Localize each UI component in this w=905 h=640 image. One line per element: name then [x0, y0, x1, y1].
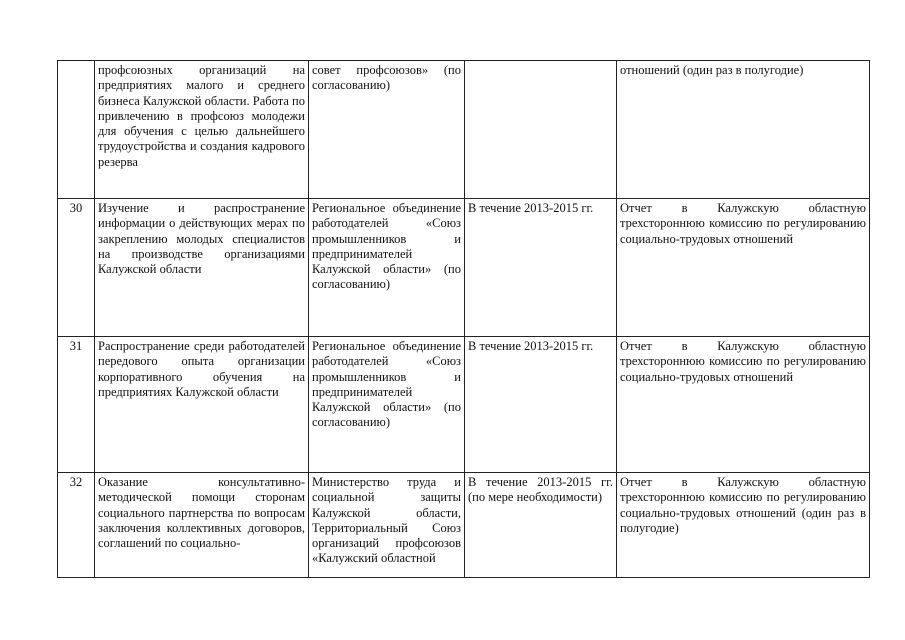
executor-cell: совет профсоюзов» (по согласованию) — [309, 61, 465, 199]
row-number: 31 — [58, 337, 95, 473]
activity-cell: Оказание консультативно-методической помощи сторонам социального партнерства по вопросам заключения коллективных договоров, соглашений по социально- — [95, 473, 309, 578]
period-cell: В течение 2013-2015 гг. — [465, 337, 617, 473]
executor-cell: Региональное объединение работодателей «Союз промышленников и предпринимателей Калужской области» (по согласованию) — [309, 337, 465, 473]
table-row — [58, 337, 870, 473]
report-cell: отношений (один раз в полугодие) — [617, 61, 870, 199]
row-number — [58, 61, 95, 199]
table-row — [58, 61, 870, 199]
table-row — [58, 199, 870, 337]
activity-cell: профсоюзных организаций на предприятиях малого и среднего бизнеса Калужской области. Работа по привлечению в профсоюз молодежи для обучения с целью дальнейшего трудоустройства и создания кадрового резерва — [95, 61, 309, 199]
table-row — [58, 473, 870, 578]
period-cell — [465, 61, 617, 199]
activity-cell: Распространение среди работодателей передового опыта организации корпоративного обучения на предприятиях Калужской области — [95, 337, 309, 473]
row-number: 32 — [58, 473, 95, 578]
report-cell: Отчет в Калужскую областную трехстороннюю комиссию по регулированию социально-трудовых отношений — [617, 199, 870, 337]
row-number: 30 — [58, 199, 95, 337]
report-cell: Отчет в Калужскую областную трехстороннюю комиссию по регулированию социально-трудовых отношений (один раз в полугодие) — [617, 473, 870, 578]
period-cell: В течение 2013-2015 гг. (по мере необходимости) — [465, 473, 617, 578]
period-cell: В течение 2013-2015 гг. — [465, 199, 617, 337]
executor-cell: Министерство труда и социальной защиты Калужской области, Территориальный Союз организаций профсоюзов «Калужский областной — [309, 473, 465, 578]
activity-cell: Изучение и распространение информации о действующих мерах по закреплению молодых специалистов на производстве организациями Калужской области — [95, 199, 309, 337]
report-cell: Отчет в Калужскую областную трехстороннюю комиссию по регулированию социально-трудовых отношений — [617, 337, 870, 473]
measures-table — [57, 60, 870, 578]
executor-cell: Региональное объединение работодателей «Союз промышленников и предпринимателей Калужской области» (по согласованию) — [309, 199, 465, 337]
